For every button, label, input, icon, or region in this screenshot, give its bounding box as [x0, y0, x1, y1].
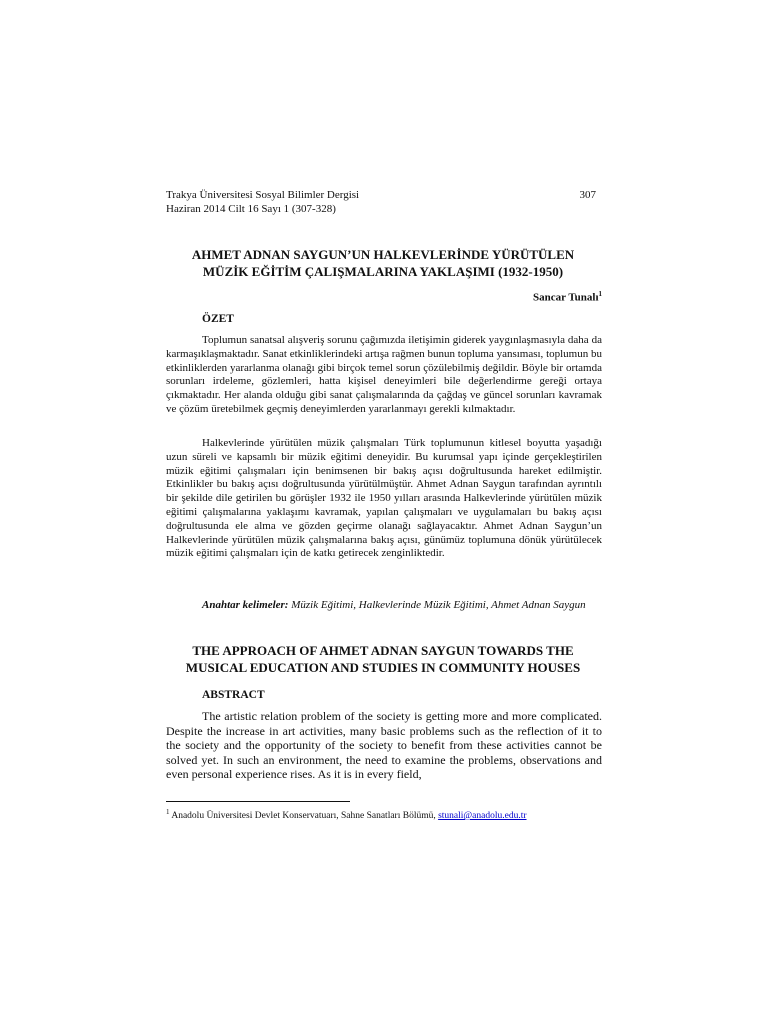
- journal-issue: Haziran 2014 Cilt 16 Sayı 1 (307-328): [166, 203, 336, 215]
- author: [533, 290, 602, 304]
- footnote: [166, 808, 527, 821]
- keywords-label: Anahtar kelimeler:: [202, 599, 289, 611]
- title-tr-line1: AHMET ADNAN SAYGUN’UN HALKEVLERİNDE YÜRÜTÜLEN: [191, 247, 575, 262]
- journal-header: [166, 188, 596, 216]
- title-en-line2: MUSICAL EDUCATION AND STUDIES IN COMMUNITY HOUSES: [185, 660, 581, 675]
- footnote-divider: [166, 801, 350, 802]
- abstract-paragraph-1: The artistic relation problem of the society is getting more and more complicated. Despite the increase in art activities, many basic problems such as the reflection of it to the society and the opportunity of the society to benefit from these activities cannot be solved yet. In such an environment, the need to examine the problems, observations and even personal experience rises. As it is in every field,: [166, 709, 602, 782]
- journal-name: Trakya Üniversitesi Sosyal Bilimler Dergisi: [166, 189, 360, 201]
- ozet-paragraph-1: Toplumun sanatsal alışveriş sorunu çağımızda iletişimin giderek yaygınlaşmasıyla daha da karmaşıklaşmaktadır. Sanat etkinliklerindeki artışa rağmen bunun topluma yansıması, toplumun bu etkinliklerden yararlanma olanağı gibi birçok temel sorun çözülebilmiş değildir. Böyle bir ortamda sorunları irdeleme, gözlemleri, hatta kişisel deneyimleri bile değerlendirme gereği ortaya çıkmaktadır. Her alanda olduğu gibi sanat çalışmalarında da çağdaş ve güncel sorunları kavramak ve çözüm üretebilmek geçmiş deneyimlerden yararlanmayı gerekli kılmaktadır.: [166, 334, 602, 415]
- author-name: Sancar Tunalı: [532, 291, 599, 304]
- footnote-text: Anadolu Üniversitesi Devlet Konservatuarı, Sahne Sanatları Bölümü,: [171, 811, 436, 822]
- page-number: 307: [579, 189, 596, 201]
- keywords: [166, 599, 602, 613]
- footnote-mark: 1: [166, 808, 170, 816]
- title-en-line1: THE APPROACH OF AHMET ADNAN SAYGUN TOWARDS THE: [192, 643, 574, 658]
- keywords-list: Müzik Eğitimi, Halkevlerinde Müzik Eğitimi, Ahmet Adnan Saygun: [291, 599, 586, 611]
- ozet-heading: ÖZET: [202, 313, 234, 325]
- article-title-tr: [160, 246, 606, 280]
- abstract-heading: ABSTRACT: [202, 689, 265, 701]
- ozet-paragraph-2: Halkevlerinde yürütülen müzik çalışmaları Türk toplumunun kitlesel boyutta yaşadığı uzun süreli ve kapsamlı bir müzik eğitimi deneyidir. Bu kurumsal yapı içinde gerçekleştirilen müzik eğitimi çalışmaları için benimsenen bir bakış açısı doğrultusunda hareket edilmiştir. Etkinlikler bu bakış açısı doğrultusunda yürütülmüştür. Ahmet Adnan Saygun tarafından ayrıntılı bir şekilde dile getirilen bu görüşler 1932 ile 1950 yılları arasında Halkevlerinde yürütülen müzik eğitimi çalışmalarına yaklaşımı kavramak, yapılan çalışmaları ve uygulamaları bu bakış açısı doğrultusunda ele alma ve gözden geçirme olanağı sağlayacaktır. Ahmet Adnan Saygun’un Halkevlerinde yürütülen müzik çalışmalarına bakış açısı, günümüz toplumuna dönük yürütülecek müzik eğitimi çalışmaları için de katkı getirecek zenginliktedir.: [166, 437, 602, 560]
- footnote-email-link[interactable]: stunali@anadolu.edu.tr: [438, 811, 527, 822]
- author-footnote-mark[interactable]: 1: [598, 290, 602, 298]
- title-tr-line2: MÜZİK EĞİTİM ÇALIŞMALARINA YAKLAŞIMI (1932-1950): [202, 264, 564, 279]
- article-title-en: [160, 642, 606, 676]
